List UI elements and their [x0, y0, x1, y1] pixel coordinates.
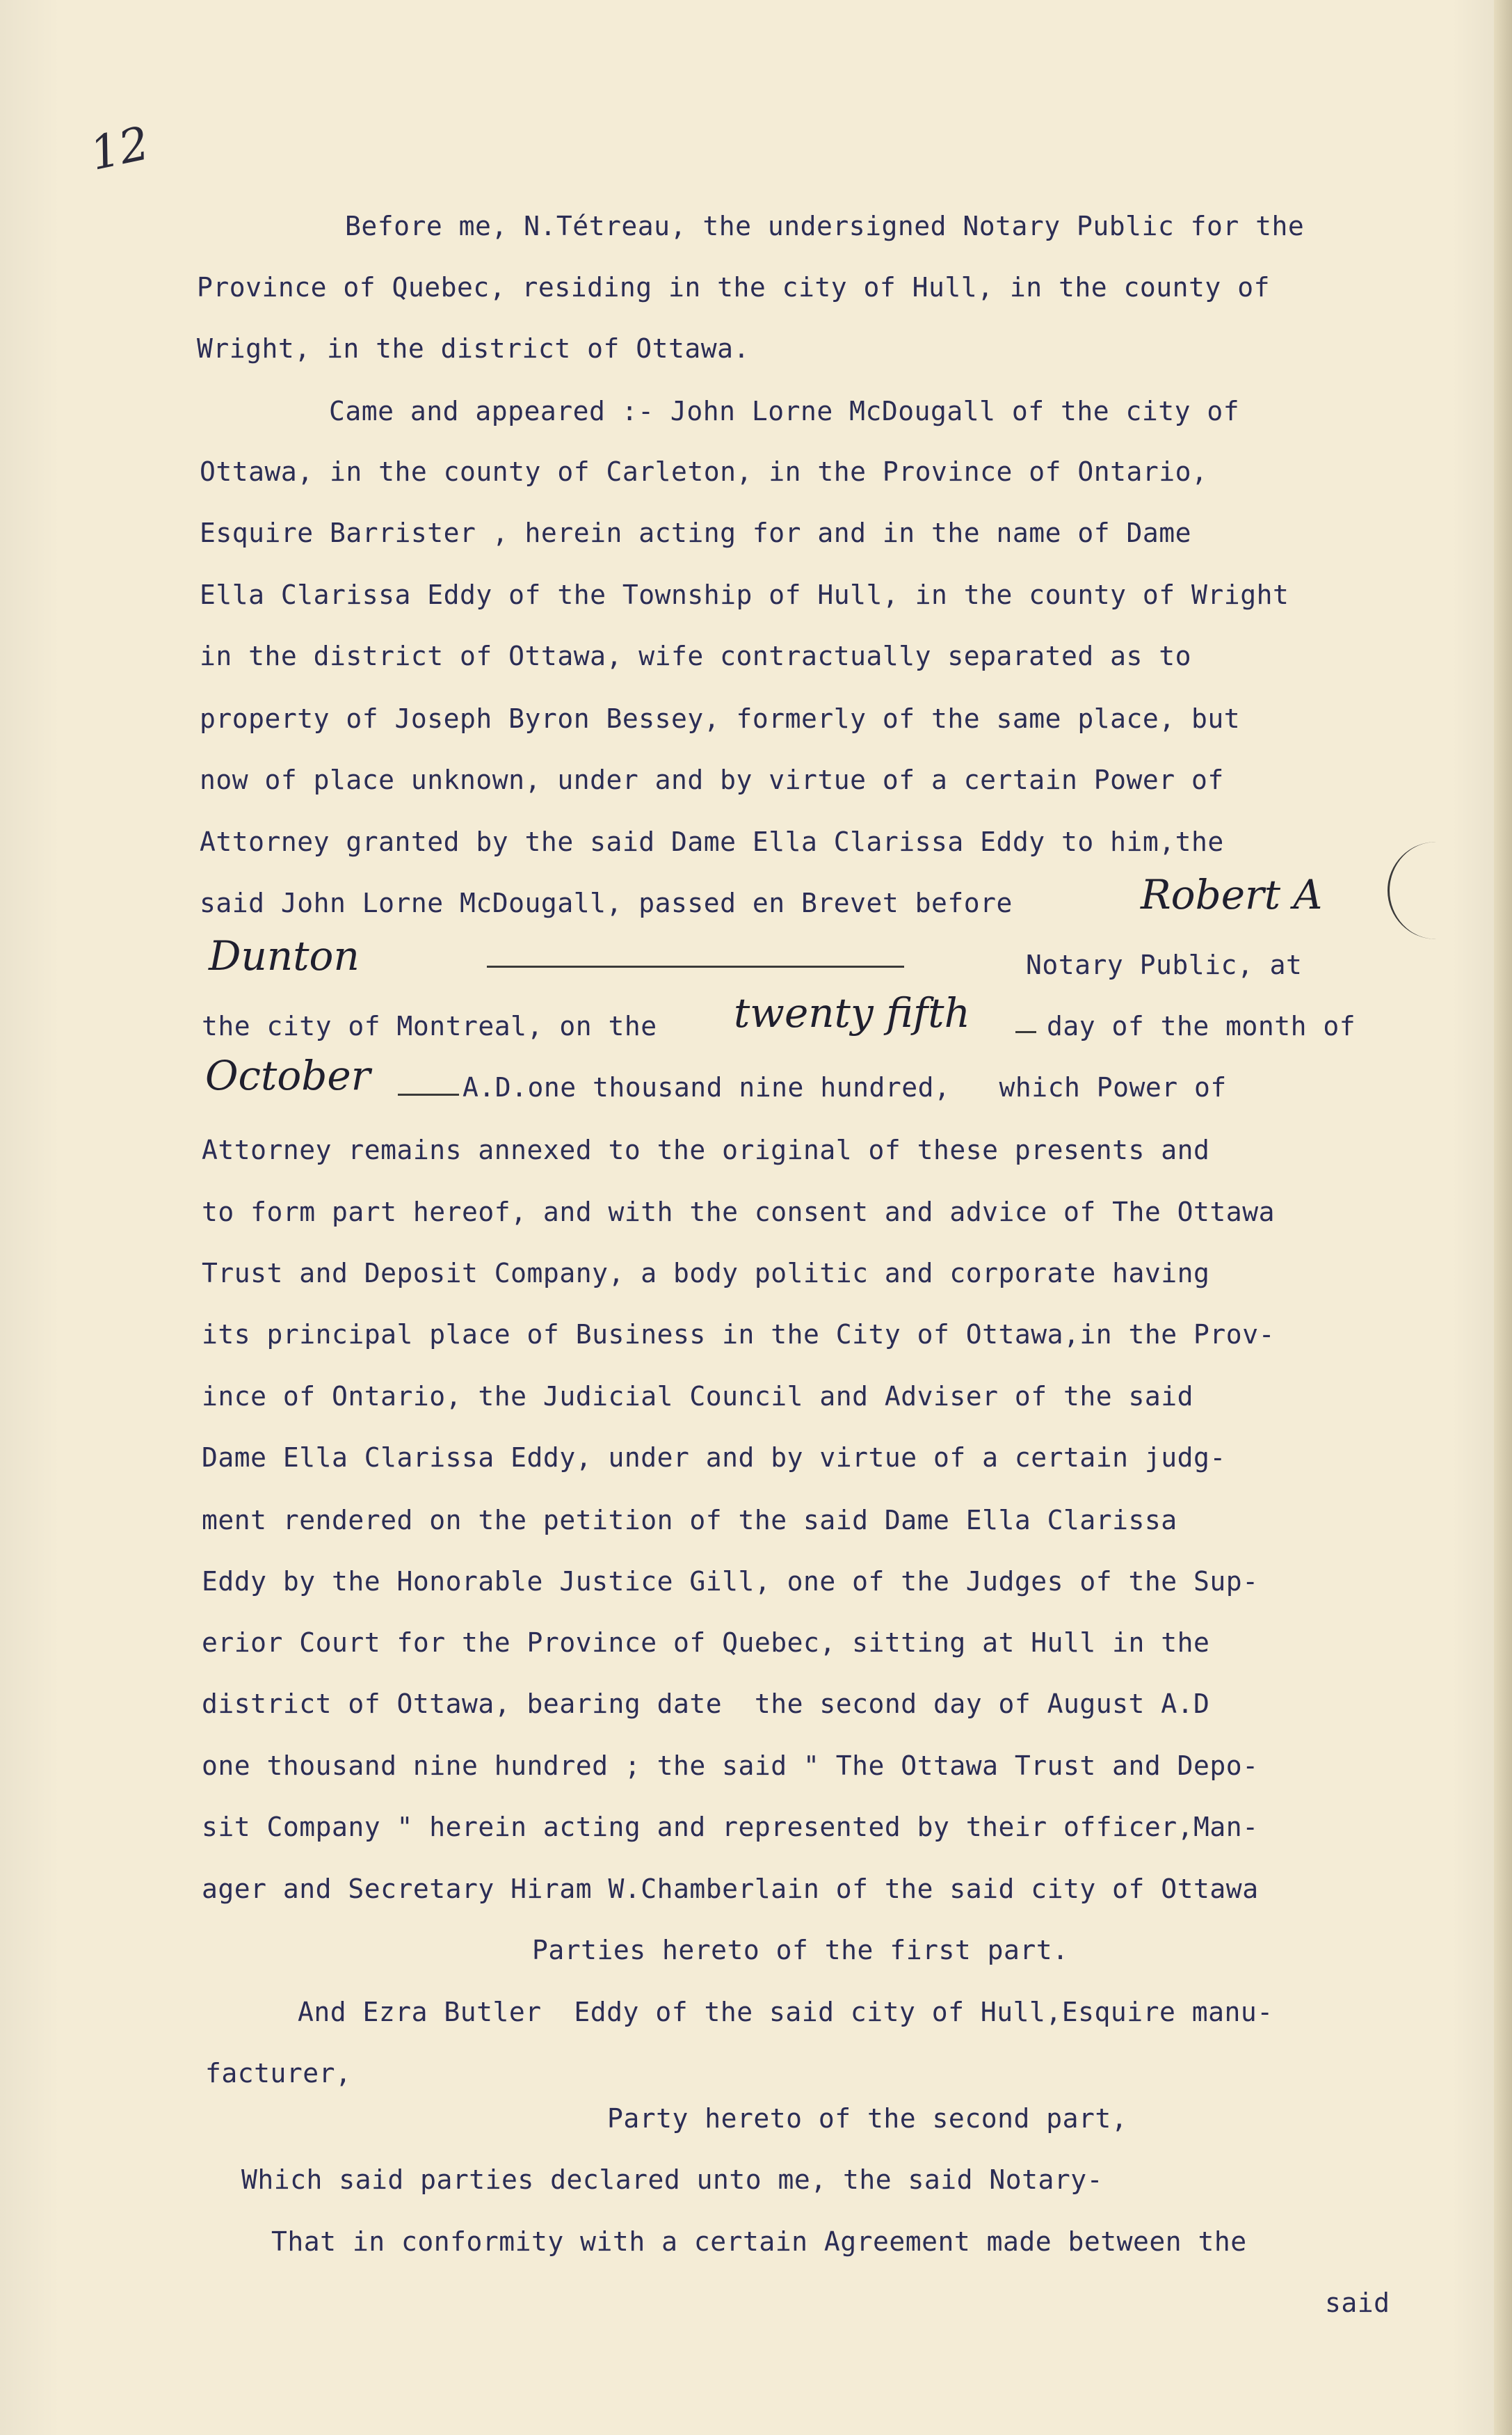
blank-line — [398, 1094, 459, 1096]
text-line: Dame Ella Clarissa Eddy, under and by virtue of a certain judg- — [202, 1442, 1226, 1473]
handwritten-day: twenty fifth — [734, 989, 970, 1037]
text-line: Parties hereto of the first part. — [532, 1935, 1069, 1965]
text-line: That in conformity with a certain Agreement made between the — [271, 2226, 1247, 2257]
text-line: Before me, N.Tétreau, the undersigned Notary Public for the — [345, 211, 1305, 241]
text-line: Ella Clarissa Eddy of the Township of Hull, in the county of Wright — [200, 580, 1289, 610]
text-line: Notary Public, at — [1026, 950, 1303, 980]
text-line: Attorney remains annexed to the original of these presents and — [202, 1135, 1210, 1165]
text-line: Eddy by the Honorable Justice Gill, one of the Judges of the Sup- — [202, 1566, 1259, 1597]
text-line: sit Company " herein acting and represented by their officer,Man- — [202, 1812, 1259, 1842]
blank-line — [487, 966, 904, 968]
handwritten-month: October — [205, 1052, 371, 1099]
text-line: erior Court for the Province of Quebec, sitting at Hull in the — [202, 1627, 1210, 1658]
text-line: day of the month of — [1047, 1011, 1356, 1041]
bracket-mark — [1388, 842, 1438, 939]
text-line: facturer, — [205, 2058, 352, 2089]
text-line: district of Ottawa, bearing date the second day of August A.D — [202, 1688, 1210, 1719]
text-line: Wright, in the district of Ottawa. — [197, 333, 750, 364]
text-line: Province of Quebec, residing in the city of Hull, in the county of — [197, 272, 1270, 303]
text-line: And Ezra Butler Eddy of the said city of Hull,Esquire manu- — [298, 1997, 1273, 2027]
text-line: one thousand nine hundred ; the said " The Ottawa Trust and Depo- — [202, 1750, 1259, 1781]
text-line: said — [1325, 2288, 1390, 2318]
page-edge — [1494, 0, 1512, 2435]
text-line: Trust and Deposit Company, a body politic and corporate having — [202, 1258, 1210, 1288]
text-line: ince of Ontario, the Judicial Council and Adviser of the said — [202, 1381, 1194, 1412]
text-line: Party hereto of the second part, — [607, 2103, 1128, 2134]
text-line: Ottawa, in the county of Carleton, in the Province of Ontario, — [200, 456, 1208, 487]
text-line: ment rendered on the petition of the said Dame Ella Clarissa — [202, 1505, 1177, 1535]
text-line: Attorney granted by the said Dame Ella Clarissa Eddy to him,the — [200, 827, 1224, 857]
text-line: its principal place of Business in the City of Ottawa,in the Prov- — [202, 1319, 1275, 1350]
text-line: in the district of Ottawa, wife contractually separated as to — [200, 641, 1192, 671]
text-line: the city of Montreal, on the — [202, 1011, 657, 1041]
handwritten-notary-name: Robert A — [1141, 871, 1323, 918]
text-line: A.D.one thousand nine hundred, which Power of — [463, 1072, 1227, 1103]
blank-line — [1015, 1031, 1036, 1033]
handwritten-notary-surname: Dunton — [209, 932, 360, 980]
text-line: Which said parties declared unto me, the said Notary- — [241, 2164, 1104, 2195]
text-line: Esquire Barrister , herein acting for and in the name of Dame — [200, 518, 1192, 548]
text-line: Came and appeared :- John Lorne McDougall of the city of — [329, 396, 1240, 426]
text-line: now of place unknown, under and by virtue of a certain Power of — [200, 765, 1224, 795]
text-line: property of Joseph Byron Bessey, formerly of the same place, but — [200, 703, 1241, 734]
text-line: to form part hereof, and with the consent and advice of The Ottawa — [202, 1197, 1275, 1227]
page-number-mark: 12 — [85, 116, 154, 181]
text-line: ager and Secretary Hiram W.Chamberlain of the said city of Ottawa — [202, 1874, 1259, 1904]
text-line: said John Lorne McDougall, passed en Brevet before — [200, 888, 1013, 918]
